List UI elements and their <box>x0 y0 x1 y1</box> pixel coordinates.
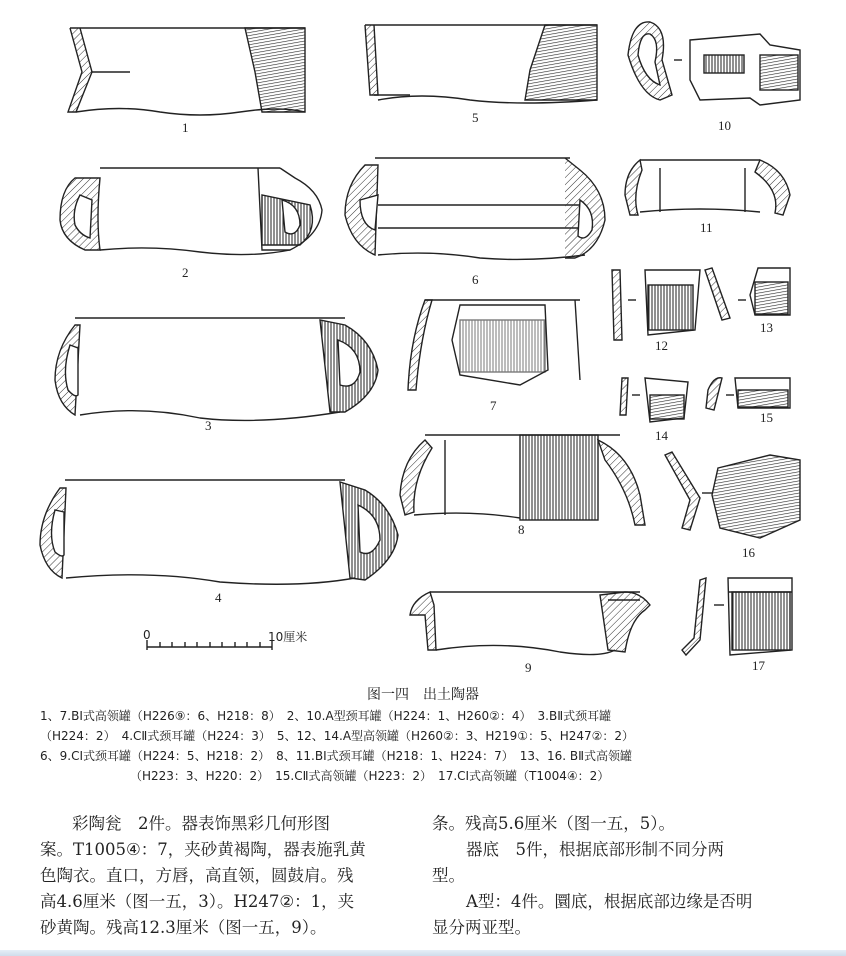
figure-label-7: 7 <box>490 398 497 413</box>
vessel-14 <box>620 378 688 422</box>
figure-label-4: 4 <box>215 590 222 605</box>
vessel-7 <box>408 300 580 390</box>
vessel-6 <box>345 158 605 259</box>
caption-line-1: 1、7.BⅠ式高领罐（H226⑨：6、H218：8） 2、10.A型颈耳罐（H224：1、H260②：4） 3.BⅡ式颈耳罐 <box>40 709 612 723</box>
left-para-line-4: 高4.6厘米（图一五，3）。H247②：1，夹 <box>40 892 355 911</box>
right-para-line-2: 器底 5件，根据底部形制不同分两 <box>466 840 724 859</box>
figure-label-13: 13 <box>760 320 773 335</box>
vessel-10 <box>628 22 800 105</box>
figure-label-9: 9 <box>525 660 532 675</box>
figure-label-16: 16 <box>742 545 755 560</box>
figure-title: 图一四 出土陶器 <box>367 687 479 703</box>
vessel-3 <box>55 318 378 420</box>
right-para-line-1: 条。残高5.6厘米（图一五，5）。 <box>432 814 675 833</box>
figure-label-10: 10 <box>718 118 731 133</box>
page-bottom-edge <box>0 950 846 956</box>
figure-label-2: 2 <box>182 265 189 280</box>
scale-start: 0 <box>143 628 151 642</box>
caption-line-4: （H223：3、H220：2） 15.CⅡ式高领罐（H223：2） 17.CⅠ式高领罐（T1004④：2） <box>130 769 610 783</box>
caption-line-3: 6、9.CⅠ式颈耳罐（H224：5、H218：2） 8、11.BⅠ式颈耳罐（H218：1、H224：7） 13、16. BⅡ式高领罐 <box>40 749 633 763</box>
vessel-4 <box>40 480 398 584</box>
vessel-11 <box>625 160 790 215</box>
figure-label-17: 17 <box>752 658 765 673</box>
figure-label-3: 3 <box>205 418 212 433</box>
vessel-1 <box>68 28 305 115</box>
figure-label-14: 14 <box>655 428 668 443</box>
left-para-line-3: 色陶衣。直口，方唇，高直领，圆鼓肩。残 <box>40 866 354 885</box>
figure-label-12: 12 <box>655 338 668 353</box>
vessel-15 <box>706 378 790 410</box>
scale-bar <box>147 640 272 650</box>
vessel-16 <box>665 452 800 538</box>
figure-label-8: 8 <box>518 522 525 537</box>
vessel-8 <box>400 435 645 525</box>
figure-label-1: 1 <box>182 120 189 135</box>
vessel-5 <box>365 25 597 103</box>
figure-label-11: 11 <box>700 220 713 235</box>
vessel-2 <box>60 168 322 255</box>
vessel-12 <box>612 270 700 340</box>
right-para-line-4: A型：4件。圜底，根据底部边缘是否明 <box>466 892 753 911</box>
right-para-line-3: 型。 <box>432 866 465 885</box>
scale-end: 10厘米 <box>268 630 308 644</box>
figure-label-15: 15 <box>760 410 773 425</box>
right-para-line-5: 显分两亚型。 <box>432 918 531 937</box>
vessel-13 <box>705 268 790 320</box>
left-para-line-2: 案。T1005④：7，夹砂黄褐陶，器表施乳黄 <box>40 840 366 859</box>
figure-label-6: 6 <box>472 272 479 287</box>
caption-line-2: （H224：2） 4.CⅡ式颈耳罐（H224：3） 5、12、14.A型高领罐（H260②：3、H219①：5、H247②：2） <box>40 729 635 743</box>
figure-label-5: 5 <box>472 110 479 125</box>
left-para-line-5: 砂黄陶。残高12.3厘米（图一五，9）。 <box>40 918 327 937</box>
left-para-line-1: 彩陶瓮 2件。器表饰黑彩几何形图 <box>72 814 330 833</box>
vessel-17 <box>682 578 792 655</box>
vessel-9 <box>410 592 650 655</box>
